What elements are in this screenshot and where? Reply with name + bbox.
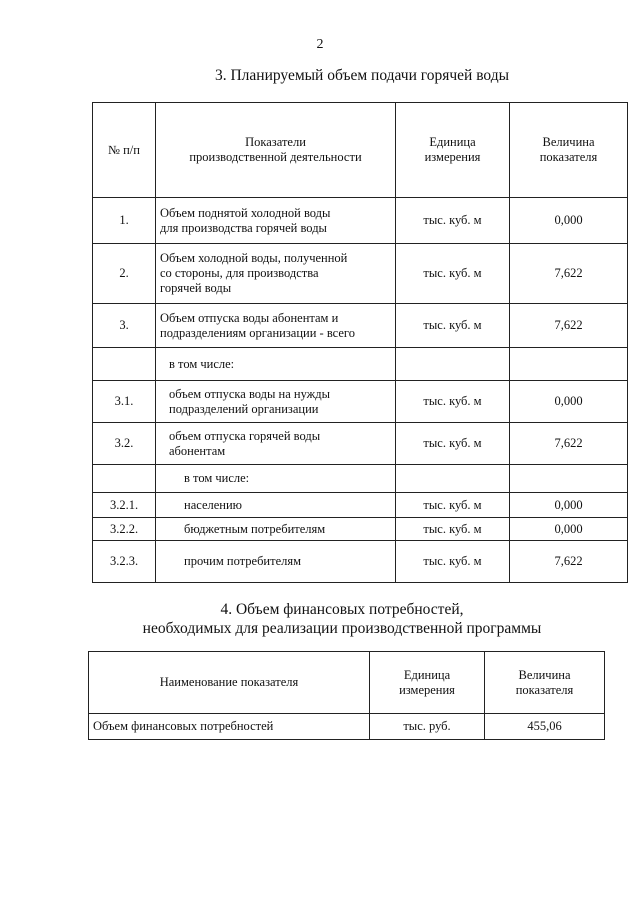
row-unit xyxy=(396,348,510,381)
row-value: 7,622 xyxy=(510,244,628,304)
header-indicator-line1: Показатели xyxy=(245,135,306,149)
row-value: 0,000 xyxy=(510,198,628,244)
row-value: 455,06 xyxy=(485,714,605,740)
row-num xyxy=(93,465,156,493)
row-num: 1. xyxy=(93,198,156,244)
row-value xyxy=(510,465,628,493)
table-row xyxy=(93,465,628,493)
table-header-row xyxy=(93,103,628,198)
header-value xyxy=(485,652,605,714)
row-unit xyxy=(396,465,510,493)
header-value-line2: показателя xyxy=(539,150,598,164)
row-unit: тыс. руб. xyxy=(370,714,485,740)
table-row xyxy=(93,423,628,465)
hot-water-volume-table xyxy=(92,102,628,583)
row-indicator xyxy=(156,198,396,244)
table-row xyxy=(93,244,628,304)
row-indicator-line: Объем поднятой холодной воды xyxy=(160,205,331,220)
row-indicator-line: для производства горячей воды xyxy=(160,220,327,235)
row-num: 3.2.2. xyxy=(93,518,156,541)
row-name: Объем финансовых потребностей xyxy=(89,714,370,740)
header-unit-line2: измерения xyxy=(399,682,455,697)
section-4-title-line1: 4. Объем финансовых потребностей, xyxy=(220,601,464,618)
row-value: 7,622 xyxy=(510,541,628,583)
table-row xyxy=(93,381,628,423)
row-value: 0,000 xyxy=(510,518,628,541)
row-indicator: в том числе: xyxy=(156,465,396,493)
header-unit-line1: Единица xyxy=(429,135,476,149)
row-indicator-line: Объем холодной воды, полученной xyxy=(160,251,348,265)
row-indicator: прочим потребителям xyxy=(156,541,396,583)
row-indicator xyxy=(156,423,396,465)
row-unit: тыс. куб. м xyxy=(396,381,510,423)
table-row xyxy=(89,714,605,740)
table-header-row xyxy=(89,652,605,714)
section-4-title xyxy=(22,600,640,638)
header-value xyxy=(510,103,628,198)
row-num: 3.1. xyxy=(93,381,156,423)
header-value-line1: Величина xyxy=(542,135,595,149)
row-indicator xyxy=(156,244,396,304)
page-number: 2 xyxy=(316,37,324,52)
row-indicator-line: подразделений организации xyxy=(169,401,319,416)
row-num: 3.2. xyxy=(93,423,156,465)
header-value-line2: показателя xyxy=(515,682,574,697)
header-unit-line1: Единица xyxy=(403,667,451,682)
row-indicator-line: горячей воды xyxy=(160,281,232,295)
row-unit: тыс. куб. м xyxy=(396,518,510,541)
row-value: 7,622 xyxy=(510,423,628,465)
row-num: 2. xyxy=(93,244,156,304)
header-unit xyxy=(370,652,485,714)
header-name: Наименование показателя xyxy=(89,652,370,714)
row-unit: тыс. куб. м xyxy=(396,304,510,348)
row-unit: тыс. куб. м xyxy=(396,198,510,244)
header-indicator xyxy=(156,103,396,198)
row-value: 0,000 xyxy=(510,381,628,423)
row-value: 0,000 xyxy=(510,493,628,518)
row-value xyxy=(510,348,628,381)
row-unit: тыс. куб. м xyxy=(396,493,510,518)
row-unit: тыс. куб. м xyxy=(396,541,510,583)
section-3-title: 3. Планируемый объем подачи горячей воды xyxy=(214,67,510,84)
financial-needs-table xyxy=(88,651,605,740)
table-row xyxy=(93,198,628,244)
table-row xyxy=(93,304,628,348)
row-unit: тыс. куб. м xyxy=(396,244,510,304)
row-indicator-line: объем отпуска горячей воды xyxy=(169,428,321,443)
row-indicator: в том числе: xyxy=(156,348,396,381)
row-indicator xyxy=(156,304,396,348)
row-indicator-line: подразделениям организации - всего xyxy=(160,325,355,340)
row-value: 7,622 xyxy=(510,304,628,348)
table-row xyxy=(93,493,628,518)
header-value-line1: Величина xyxy=(518,667,571,682)
row-indicator-line: со стороны, для производства xyxy=(160,266,319,280)
table-row xyxy=(93,541,628,583)
row-indicator: населению xyxy=(156,493,396,518)
row-num: 3.2.3. xyxy=(93,541,156,583)
row-indicator-line: абонентам xyxy=(169,443,226,458)
row-num: 3. xyxy=(93,304,156,348)
row-indicator xyxy=(156,381,396,423)
section-4-title-line2: необходимых для реализации производственной программы xyxy=(142,620,542,637)
row-unit: тыс. куб. м xyxy=(396,423,510,465)
header-num: № п/п xyxy=(93,103,156,198)
header-indicator-line2: производственной деятельности xyxy=(189,150,362,164)
table-row xyxy=(93,348,628,381)
row-indicator: бюджетным потребителям xyxy=(156,518,396,541)
row-num: 3.2.1. xyxy=(93,493,156,518)
row-indicator-line: Объем отпуска воды абонентам и xyxy=(160,310,339,325)
header-unit-line2: измерения xyxy=(424,150,481,164)
header-unit xyxy=(396,103,510,198)
row-indicator-line: объем отпуска воды на нужды xyxy=(169,386,331,401)
table-row xyxy=(93,518,628,541)
row-num xyxy=(93,348,156,381)
